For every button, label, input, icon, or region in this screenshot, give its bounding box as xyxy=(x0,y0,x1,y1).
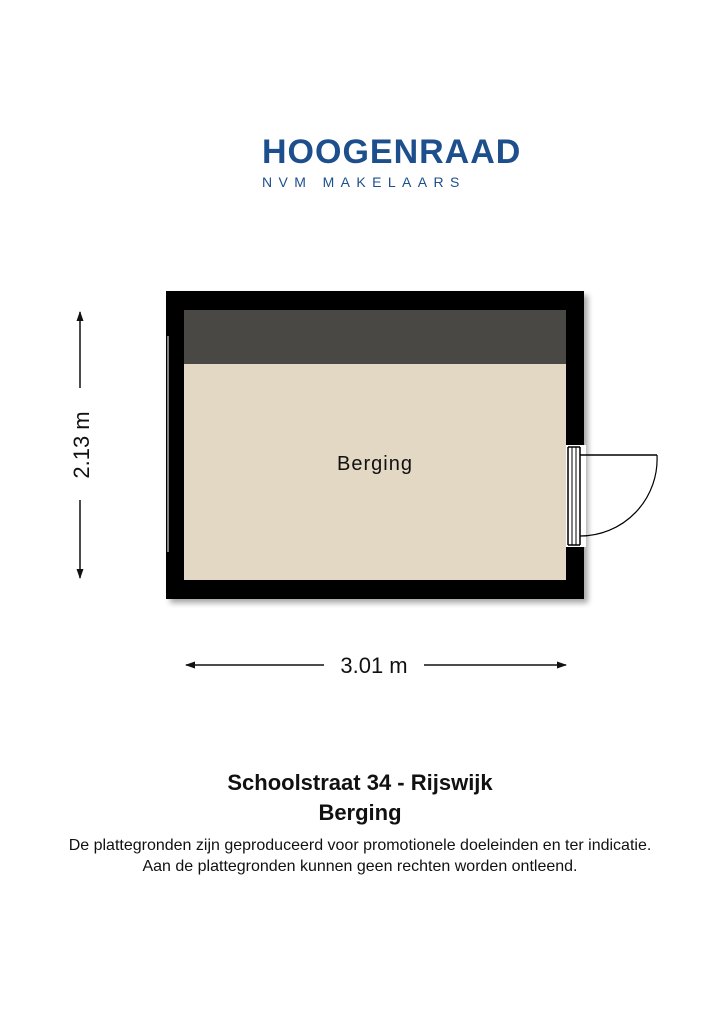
address-title: Schoolstraat 34 - Rijswijk xyxy=(227,770,493,795)
logo-tagline: NVM MAKELAARS xyxy=(262,174,466,190)
disclaimer-line-1: De plattegronden zijn geproduceerd voor promotionele doeleinden en ter indicatie. xyxy=(68,837,652,854)
logo-wordmark: HOOGENRAAD xyxy=(262,133,522,171)
height-label: 2.13 m xyxy=(69,411,94,479)
door-swing-arc xyxy=(580,455,657,536)
plan-subtitle: Berging xyxy=(318,800,402,825)
disclaimer-line-2: Aan de plattegronden kunnen geen rechten worden ontleend. xyxy=(142,858,578,875)
width-label: 3.01 m xyxy=(340,653,408,678)
shelf-area xyxy=(184,310,566,364)
room-label: Berging xyxy=(337,453,413,475)
